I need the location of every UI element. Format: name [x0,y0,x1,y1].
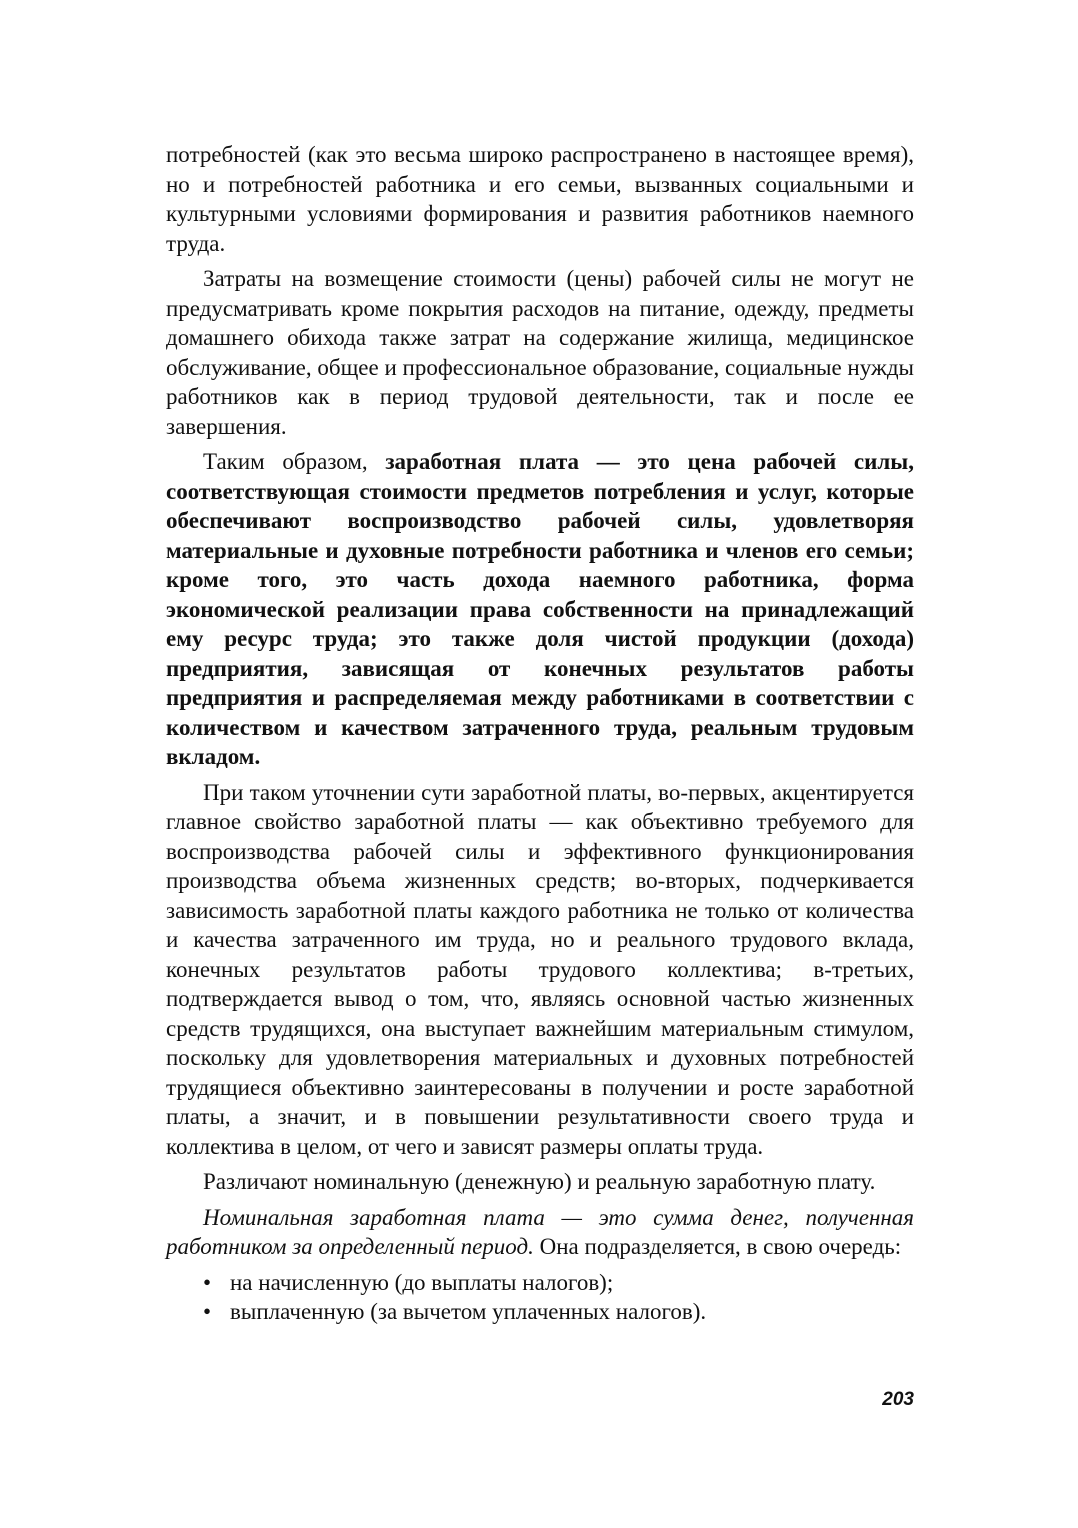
list-item: • выплаченную (за вычетом уплаченных налогов). [203,1297,914,1327]
paragraph-costs: Затраты на возмещение стоимости (цены) рабочей силы не могут не предусматривать кроме покрытия расходов на питание, одежду, предметы домашнего обихода также затрат на содержание жилища, медицинское обслуживание, общее и профессиональное образование, социальные нужды работников как в период трудовой деятельности, так и после ее завершения. [166,266,914,439]
paragraph-nominal [166,1203,914,1262]
paragraph-clarification: При таком уточнении сути заработной платы, во-первых, акцентируется главное свойство заработной платы — как объективно требуемого для воспроизводства рабочей силы и эффективного функционирования производства объема жизненных средств; во-вторых, подчеркивается зависимость заработной платы каждого работника не только от количества и качества затраченного им труда, но и реального трудового вклада, конечных результатов работы трудового коллектива; в-третьих, подтверждается вывод о том, что, являясь основной частью жизненных средств трудящихся, она выступает важнейшим материальным стимулом, поскольку для удовлетворения материальных и духовных потребностей трудящиеся объективно заинтересованы в получении и росте заработной платы, а значит, и в повышении результативности своего труда и коллектива в целом, от чего и зависят размеры оплаты труда. [166,779,914,1159]
page-body [166,140,914,1327]
paragraph-continuation: потребностей (как это весьма широко распространено в настоящее время), но и потребностей работника и его семьи, вызванных социальными и культурными условиями формирования и развития работников наемного труда. [166,142,914,256]
nominal-definition-italic: Номинальная заработная плата — это сумма денег, полученная работником за определенный период. [166,1204,914,1259]
page-number: 203 [882,1389,914,1410]
paragraph-distinguish: Различают номинальную (денежную) и реальную заработную плату. [203,1169,876,1194]
paragraph-definition [166,447,914,772]
definition-bold-text: заработная плата — это цена рабочей силы, соответствующая стоимости предметов потребления и услуг, которые обеспечивают воспроизводство рабочей силы, удовлетворяя материальные и духовные потребности работника и членов его семьи; кроме того, это часть дохода наемного работника, форма экономической реализации права собственности на принадлежащий ему ресурс труда; это также доля чистой продукции (дохода) предприятия, зависящая от конечных результатов работы предприятия и распределяемая между работниками в соответствии с количеством и качеством затраченного труда, реальным трудовым вкладом. [166,449,914,769]
bullet-list [166,1268,914,1327]
list-item: • на начисленную (до выплаты налогов); [203,1268,914,1298]
nominal-definition-rest: Она подразделяется, в свою очередь: [533,1234,902,1259]
definition-lead: Таким образом, [203,449,386,474]
